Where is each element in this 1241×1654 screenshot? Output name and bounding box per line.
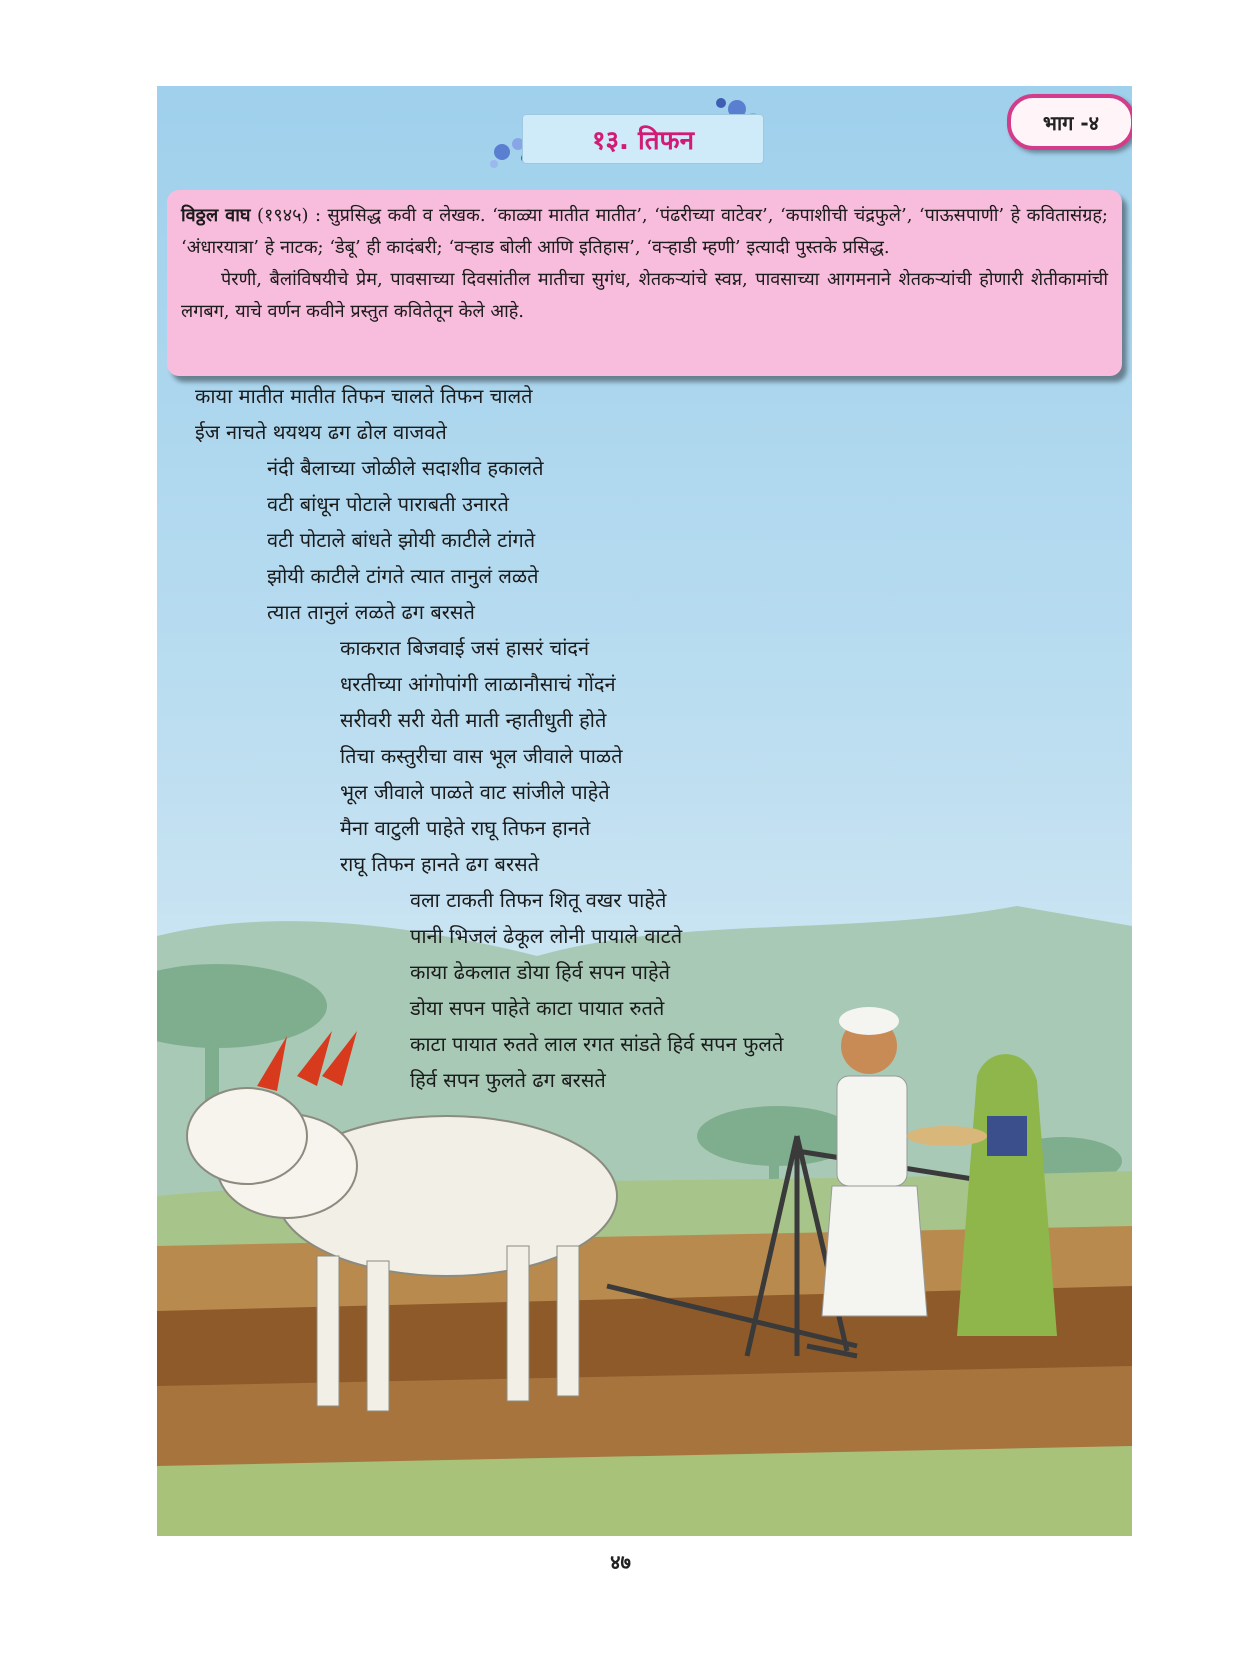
poem-line: पानी भिजलं ढेकूल लोनी पायाले वाटते [410,924,683,948]
poem-line: डोया सपन पाहेते काटा पायात रुतते [410,996,665,1020]
part-badge [1007,94,1132,150]
poem-line: सरीवरी सरी येती माती न्हातीधुती होते [340,708,607,732]
chapter-title: १३. तिफन [592,126,694,156]
poem-summary: पेरणी, बैलांविषयीचे प्रेम, पावसाच्या दिवसांतील मातीचा सुगंध, शेतकऱ्यांचे स्वप्न, पावसाच्या आगमनाने शेतकऱ्यांची होणारी शेतीकामांची लगबग, याचे वर्णन कवीने प्रस्तुत कवितेतून केले आहे. [181,269,1108,322]
page-number: ४७ [610,1550,631,1574]
author-name: विठ्ठल वाघ [181,205,251,226]
poem-line: वटी पोटाले बांधते झोयी काटीले टांगते [267,528,536,552]
part-label: भाग -४ [1042,110,1100,135]
poem-line: वला टाकती तिफन शितू वखर पाहेते [410,888,667,912]
poem-line: काकरात बिजवाई जसं हासरं चांदनं [340,636,590,660]
poem-line: नंदी बैलाच्या जोळीले सदाशीव हकालते [267,456,544,480]
author-bio [181,200,1108,264]
poem-line: भूल जीवाले पाळते वाट सांजीले पाहेते [340,780,610,804]
poem-line: काया मातीत मातीत तिफन चालते तिफन चालते [195,384,533,408]
poem-line: त्यात तानुलं लळते ढग बरसते [267,600,475,624]
poem-line: ईज नाचते थयथय ढग ढोल वाजवते [195,420,447,444]
poem-line: काया ढेकलात डोया हिर्व सपन पाहेते [410,960,670,984]
page-panel [157,86,1132,1536]
chapter-title-box [522,114,764,164]
poem-line: तिचा कस्तुरीचा वास भूल जीवाले पाळते [340,744,623,768]
poem-line: झोयी काटीले टांगते त्यात तानुलं लळते [267,564,539,588]
author-bio-text: (१९४५) : सुप्रसिद्ध कवी व लेखक. ‘काळ्या मातीत मातीत’, ‘पंढरीच्या वाटेवर’, ‘कपाशीची चंद्रफुले’, ‘पाऊसपाणी’ हे कवितासंग्रह; ‘अंधारयात्रा’ हे नाटक; ‘डेबू’ ही कादंबरी; ‘वऱ्हाड बोली आणि इतिहास’, ‘वऱ्हाडी म्हणी’ इत्यादी पुस्तके प्रसिद्ध. [181,205,1108,258]
poem-line: मैना वाटुली पाहेते राघू तिफन हानते [340,816,591,840]
poem-line: हिर्व सपन फुलते ढग बरसते [410,1068,606,1092]
poem-line: काटा पायात रुतते लाल रगत सांडते हिर्व सपन फुलते [410,1032,784,1056]
poem-line: राघू तिफन हानते ढग बरसते [340,852,540,876]
poem-line: धरतीच्या आंगोपांगी लाळानौसाचं गोंदनं [340,672,616,696]
author-intro-box [167,190,1122,376]
poem-line: वटी बांधून पोटाले पाराबती उनारते [267,492,509,516]
